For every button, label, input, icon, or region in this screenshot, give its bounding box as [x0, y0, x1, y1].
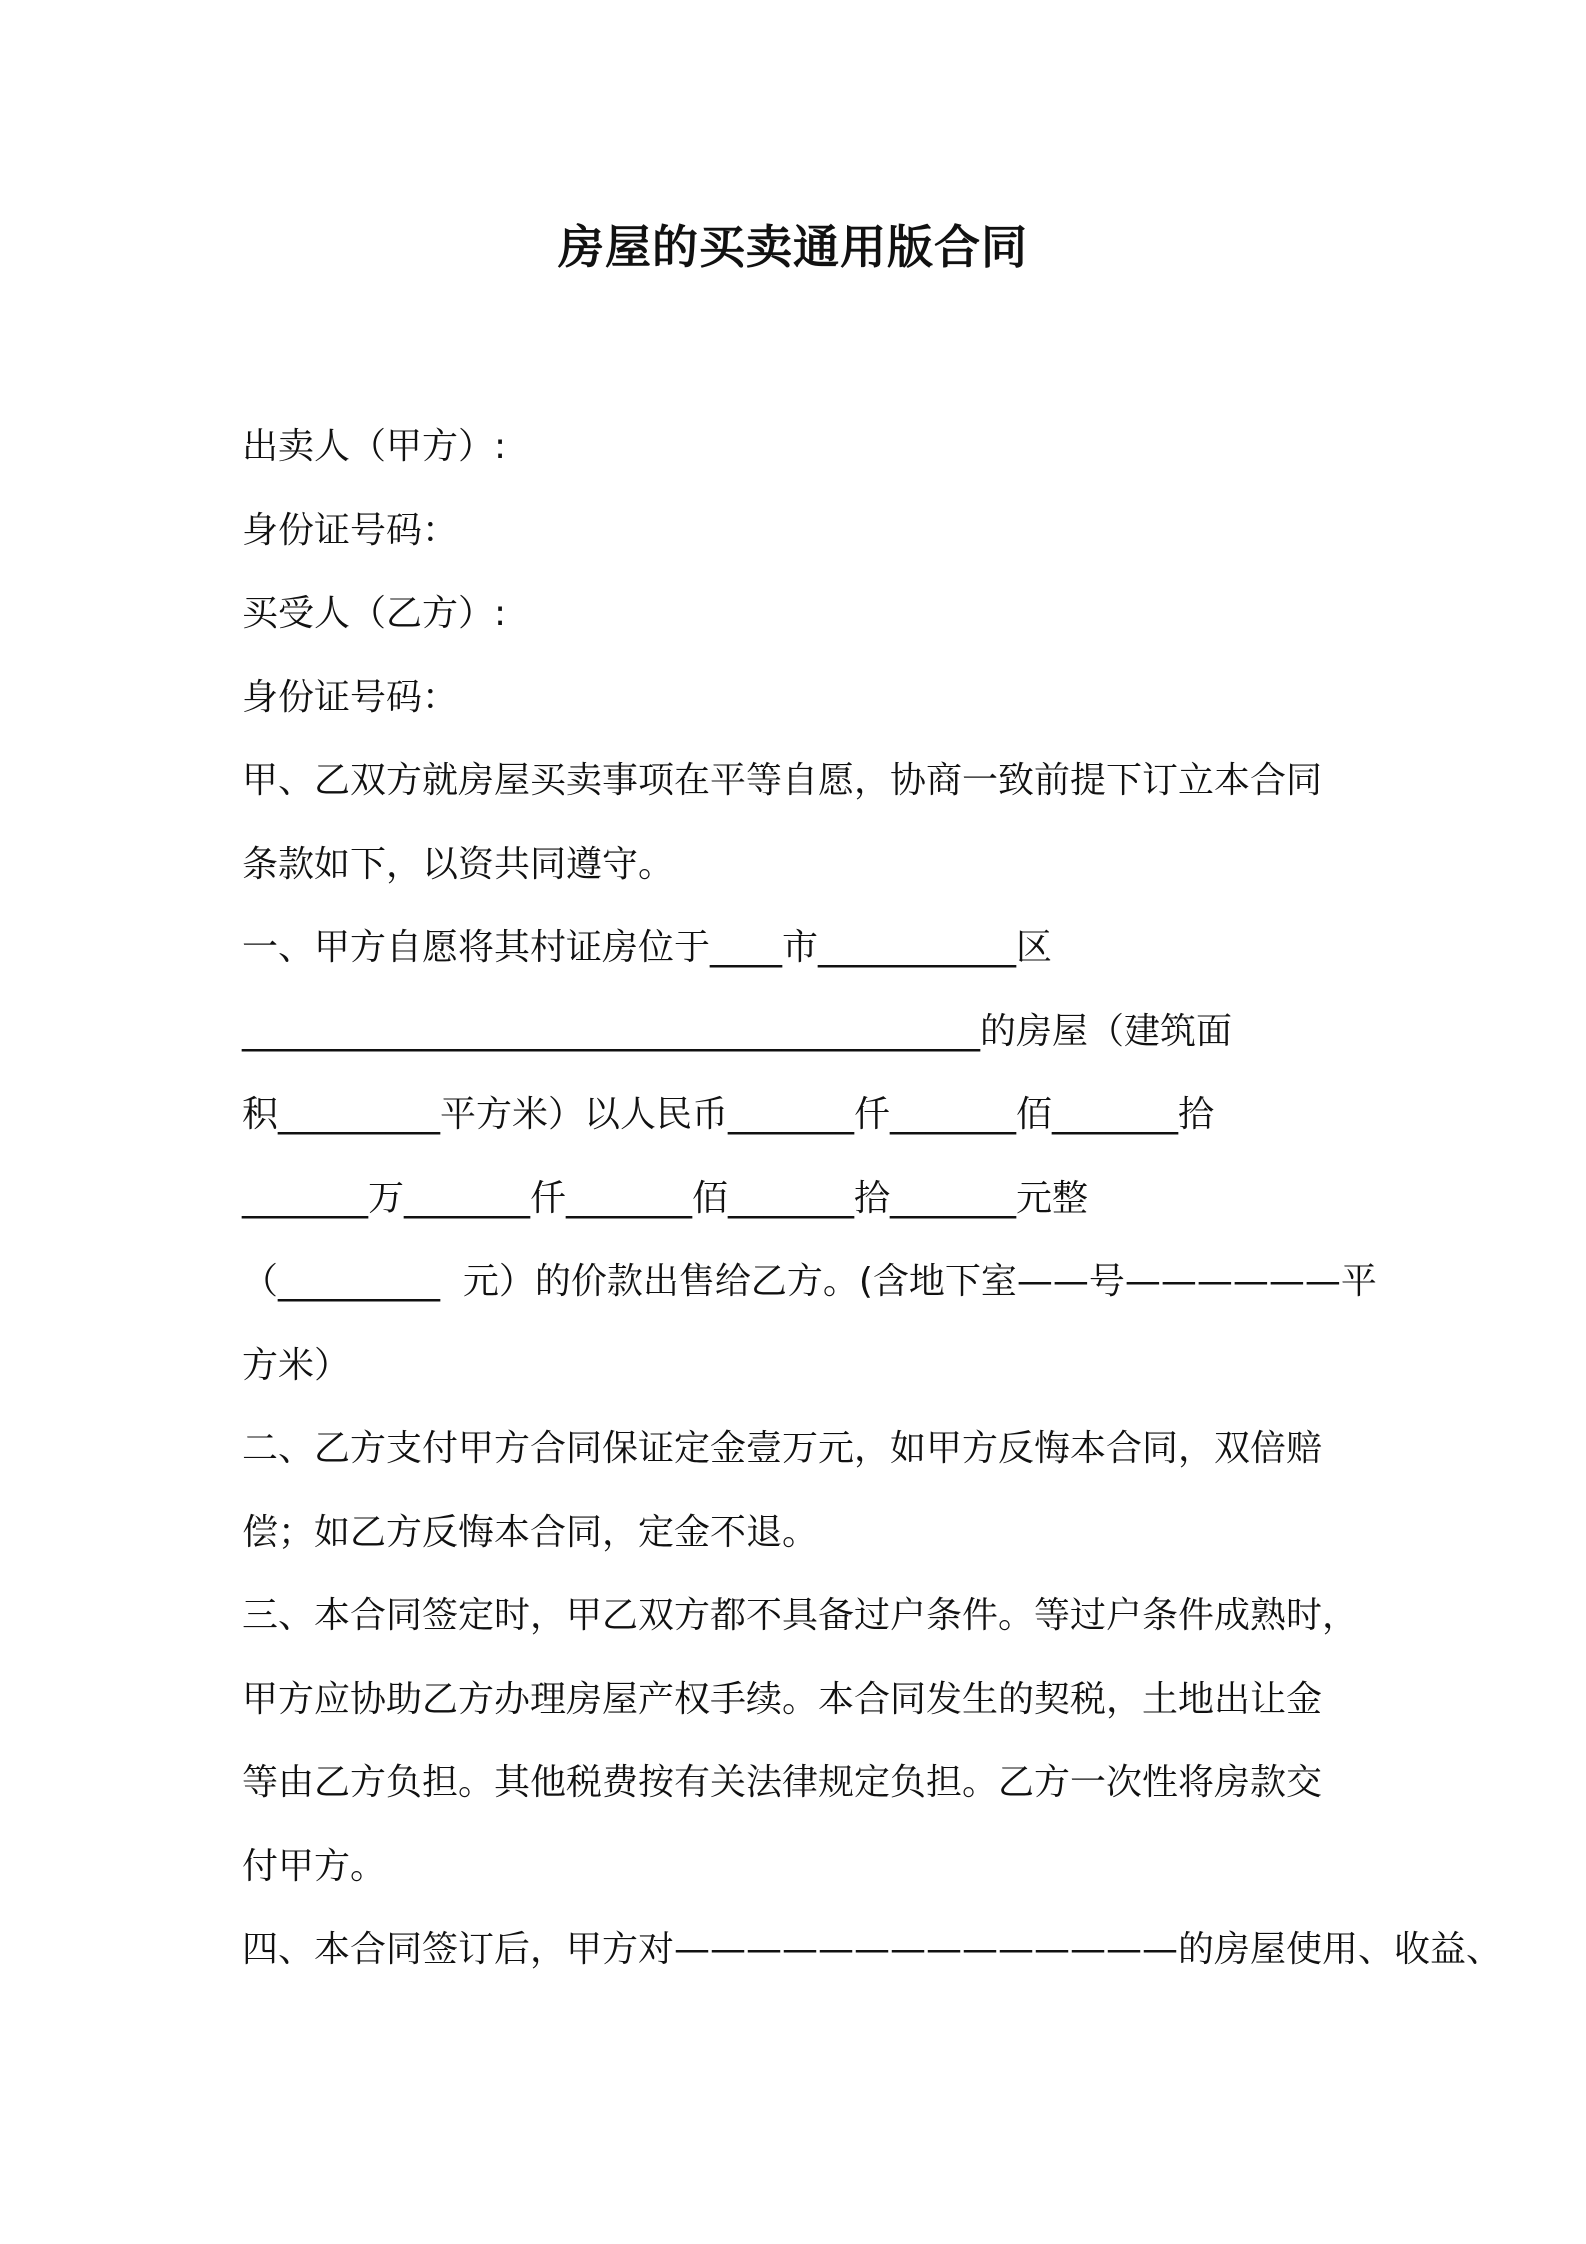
text-line: 一、甲方自愿将其村证房位于____市___________区	[242, 927, 1053, 968]
clause-4	[242, 1908, 1503, 1992]
text-line: 等由乙方负担。其他税费按有关法律规定负担。乙方一次性将房款交	[242, 1762, 1323, 1803]
text-line: _________________________________________的房屋（建筑面	[242, 1010, 1233, 1052]
text-line: 条款如下，以资共同遵守。	[242, 843, 675, 885]
buyer-id-field: 身份证号码：	[242, 676, 459, 718]
clause-3	[242, 1574, 1362, 1908]
clause-1	[242, 906, 1377, 1407]
seller-field: 出卖人（甲方）:	[242, 426, 507, 467]
text-line: _______万_______仟_______佰_______拾_______元整	[242, 1177, 1088, 1219]
seller-id-field: 身份证号码：	[242, 509, 459, 551]
text-line: 积_________平方米）以人民币_______仟_______佰_______拾	[242, 1094, 1215, 1135]
text-line: （_________ 元）的价款出售给乙方。(含地下室——号——————平	[242, 1261, 1377, 1302]
document-title: 房屋的买卖通用版合同	[558, 220, 1028, 274]
text-line: 二、乙方支付甲方合同保证定金壹万元，如甲方反悔本合同，双倍赔	[242, 1428, 1323, 1469]
text-line: 付甲方。	[242, 1845, 387, 1887]
text-line: 三、本合同签定时，甲乙双方都不具备过户条件。等过户条件成熟时，	[242, 1595, 1359, 1636]
clause-2	[242, 1407, 1362, 1574]
text-line: 方米）	[242, 1344, 351, 1386]
text-line: 四、本合同签订后，甲方对——————————————的房屋使用、收益、	[242, 1929, 1503, 1970]
preamble-paragraph	[242, 739, 1362, 906]
contract-body	[242, 405, 1503, 1992]
text-line: 偿；如乙方反悔本合同，定金不退。	[242, 1511, 819, 1553]
text-line: 甲方应协助乙方办理房屋产权手续。本合同发生的契税，土地出让金	[242, 1678, 1323, 1720]
buyer-field: 买受人（乙方）:	[242, 593, 507, 634]
text-line: 甲、乙双方就房屋买卖事项在平等自愿，协商一致前提下订立本合同	[242, 760, 1323, 801]
